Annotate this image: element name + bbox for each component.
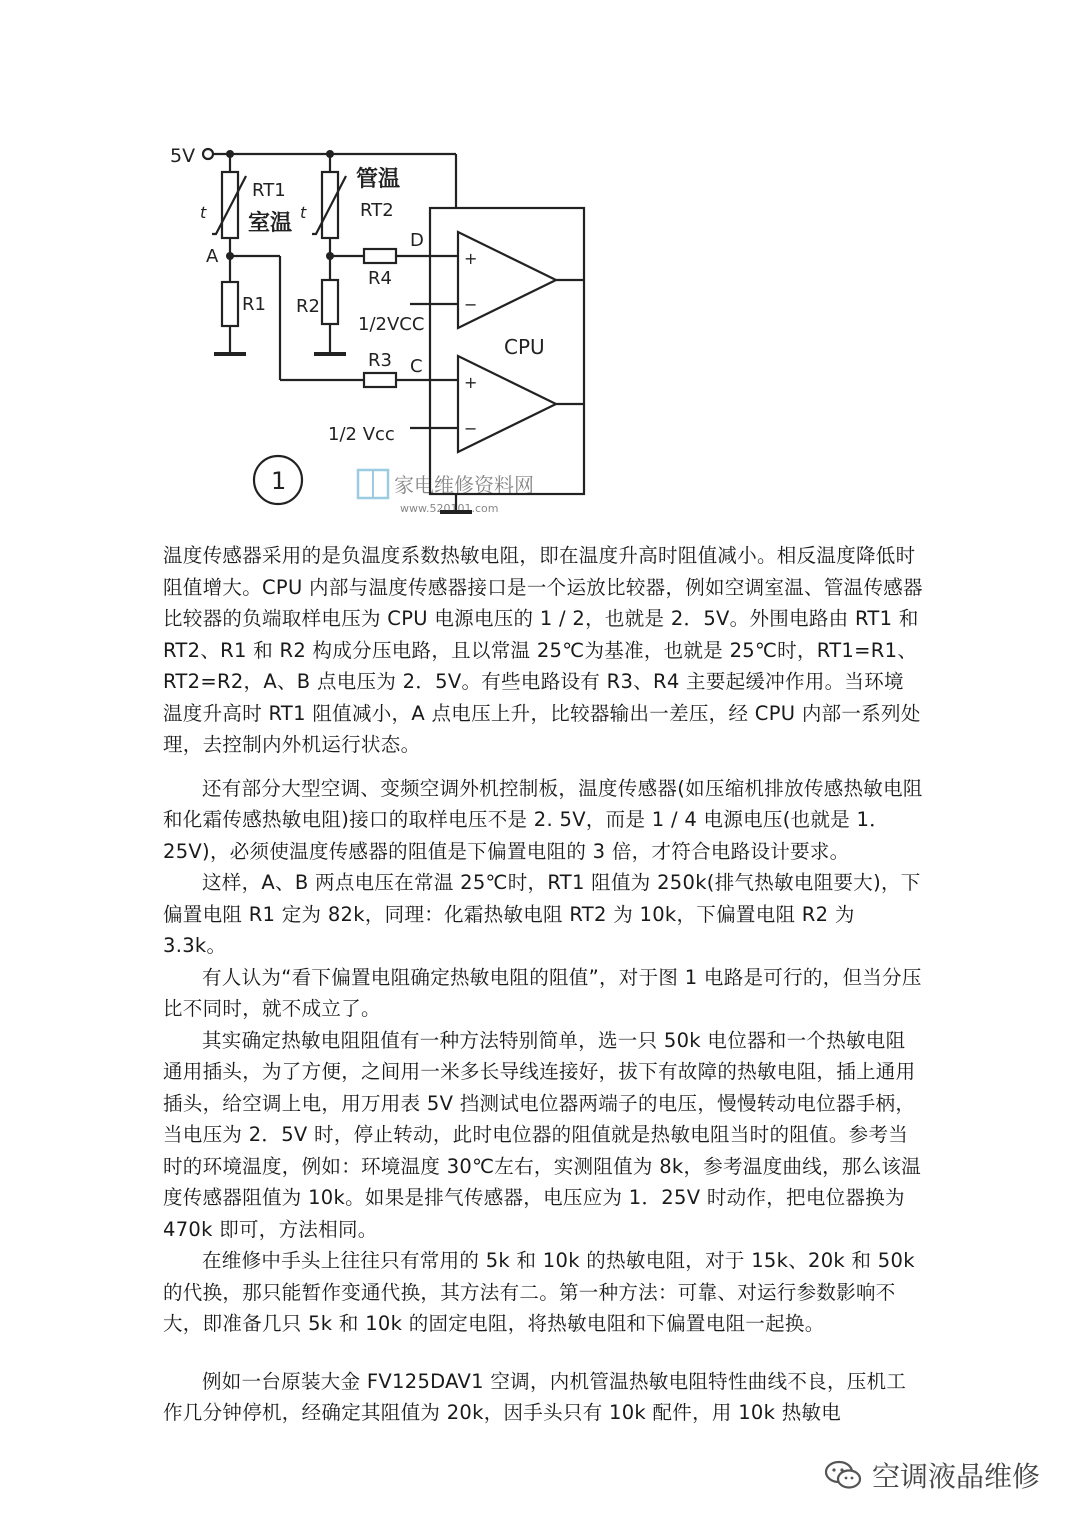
label-t2: t	[300, 203, 307, 222]
circuit-diagram	[160, 130, 600, 530]
label-r3: R3	[368, 350, 392, 371]
watermark-cn: 家电维修资料网	[394, 473, 534, 497]
paragraph-3: 这样，A、B 两点电压在常温 25℃时，RT1 阻值为 250k(排气热敏电阻要大)，下偏置电阻 R1 定为 82k，同理：化霜热敏电阻 RT2 为 10k，下偏置电阻 R2 为 3.3k。	[163, 871, 921, 957]
r2-resistor	[322, 280, 338, 324]
lower-minus: −	[464, 419, 478, 438]
label-room-temp: 室温	[248, 211, 293, 236]
label-rt1: RT1	[252, 180, 286, 201]
label-node-a: A	[206, 246, 219, 267]
paragraph-5: 其实确定热敏电阻阻值有一种方法特别简单，选一只 50k 电位器和一个热敏电阻通用插头，为了方便，之间用一米多长导线连接好，拔下有故障的热敏电阻，插上通用插头，给空调上电，用万用表 5V 挡测试电位器两端子的电压，慢慢转动电位器手柄，当电压为 2．5V 时，停止转动，此时电位器的阻值就是热敏电阻当时的阻值。参考当时的环境温度，例如：环境温度 30℃左右，实测阻值为 8k，参考温度曲线，那么该温度传感器阻值为 10k。如果是排气传感器，电压应为 1．25V 时动作，把电位器换为 470k 即可，方法相同。	[163, 1028, 922, 1241]
article-body	[163, 540, 923, 1429]
label-r1: R1	[242, 294, 266, 315]
watermark-url: www.520101.com	[400, 502, 499, 515]
paragraph-2: 还有部分大型空调、变频空调外机控制板，温度传感器(如压缩机排放传感热敏电阻和化霜传感热敏电阻)接口的取样电压不是 2. 5V，而是 1 / 4 电源电压(也就是 1．25V)，必须使温度传感器的阻值是下偏置电阻的 3 倍，才符合电路设计要求。	[163, 776, 923, 863]
watermark	[358, 470, 534, 515]
label-r2: R2	[296, 296, 320, 317]
r3-resistor	[364, 373, 396, 387]
wechat-icon	[824, 1459, 862, 1491]
upper-minus: −	[464, 295, 478, 314]
r1-resistor	[222, 282, 238, 326]
label-rt2: RT2	[360, 200, 394, 221]
label-half-vcc-lower: 1/2 Vcc	[328, 424, 395, 445]
r4-resistor	[364, 249, 396, 263]
paragraph-4: 有人认为“看下偏置电阻确定热敏电阻的阻值”，对于图 1 电路是可行的，但当分压比不同时，就不成立了。	[163, 965, 922, 1020]
supply-terminal	[203, 149, 213, 159]
paragraph-7: 例如一台原装大金 FV125DAV1 空调，内机管温热敏电阻特性曲线不良，压机工作几分钟停机，经确定其阻值为 20k，因手头只有 10k 配件，用 10k 热敏电	[163, 1369, 907, 1424]
label-node-c: C	[410, 356, 423, 377]
label-5v: 5V	[170, 145, 196, 167]
lower-plus: +	[464, 373, 478, 392]
label-half-vcc-upper: 1/2VCC	[358, 314, 425, 335]
account-watermark	[824, 1455, 1040, 1495]
label-pipe-temp: 管温	[356, 167, 401, 192]
paragraph-6: 在维修中手头上往往只有常用的 5k 和 10k 的热敏电阻，对于 15k、20k 和 50k 的代换，那只能暂作变通代换，其方法有二。第一种方法：可靠、对运行参数影响不大，即准备几只 5k 和 10k 的固定电阻，将热敏电阻和下偏置电阻一起换。	[163, 1249, 915, 1335]
label-node-d: D	[410, 230, 424, 251]
account-name: 空调液晶维修	[871, 1460, 1040, 1493]
label-t1: t	[200, 203, 207, 222]
label-cpu: CPU	[504, 335, 545, 359]
figure-number: 1	[271, 467, 287, 495]
upper-plus: +	[464, 249, 478, 268]
label-r4: R4	[368, 268, 392, 289]
paragraph-1: 温度传感器采用的是负温度系数热敏电阻，即在温度升高时阻值减小。相反温度降低时阻值增大。CPU 内部与温度传感器接口是一个运放比较器，例如空调室温、管温传感器比较器的负端取样电压为 CPU 电源电压的 1 / 2，也就是 2．5V。外围电路由 RT1 和 RT2、R1 和 R2 构成分压电路，且以常温 25℃为基准，也就是 25℃时，RT1=R1、RT2=R2，A、B 点电压为 2．5V。有些电路设有 R3、R4 主要起缓冲作用。当环境温度升高时 RT1 阻值减小，A 点电压上升，比较器输出一差压，经 CPU 内部一系列处理，去控制内外机运行状态。	[163, 544, 923, 756]
